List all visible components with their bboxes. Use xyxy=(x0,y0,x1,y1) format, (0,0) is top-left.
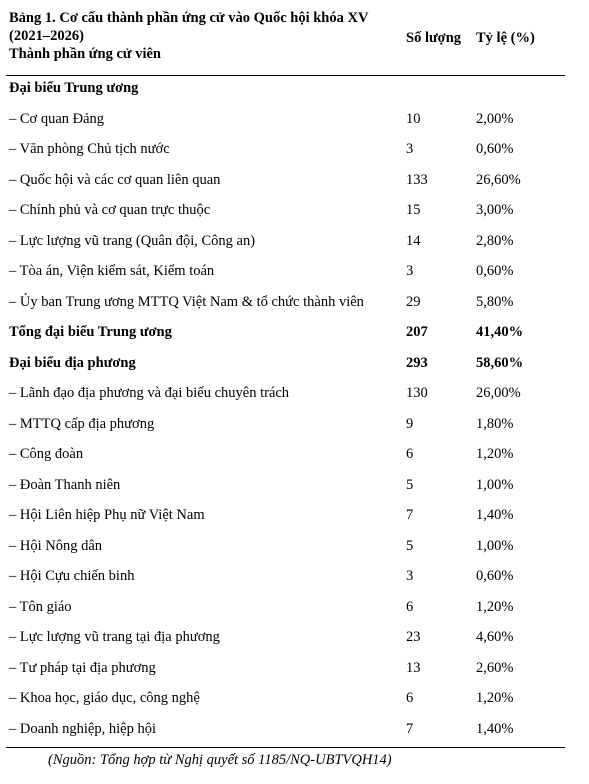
row-percent-value: 0,60% xyxy=(476,141,514,157)
table-row xyxy=(0,683,589,714)
row-percent-value: 41,40% xyxy=(476,324,524,340)
row-quantity-value: 13 xyxy=(406,659,421,676)
row-category-label: Tổng đại biểu Trung ương xyxy=(9,324,172,340)
table-row xyxy=(0,378,589,409)
row-category-label: – Cơ quan Đảng xyxy=(9,110,105,127)
row-percent-value: 2,60% xyxy=(476,659,514,676)
row-percent-value: 2,80% xyxy=(476,232,514,249)
row-quantity-value: 6 xyxy=(406,446,414,462)
table-row xyxy=(0,439,589,470)
row-quantity-value: 3 xyxy=(406,141,414,157)
row-percent-value: 58,60% xyxy=(476,354,524,371)
table-row xyxy=(0,256,589,287)
table-row xyxy=(0,73,589,104)
table-row xyxy=(0,714,589,745)
row-category-label: – Tư pháp tại địa phương xyxy=(9,659,156,676)
row-quantity-value: 14 xyxy=(406,232,421,249)
table-row xyxy=(0,134,589,165)
row-quantity-value: 9 xyxy=(406,415,414,432)
row-percent-value: 1,00% xyxy=(476,476,514,493)
row-percent-value: 2,00% xyxy=(476,110,514,127)
row-percent-value: 0,60% xyxy=(476,568,514,584)
table-row xyxy=(0,104,589,135)
row-category-label: Đại biểu Trung ương xyxy=(9,80,139,96)
row-percent-value: 26,00% xyxy=(476,385,521,401)
row-quantity-value: 293 xyxy=(406,354,428,371)
table-row xyxy=(0,653,589,684)
row-category-label: – Văn phòng Chủ tịch nước xyxy=(9,141,170,157)
row-quantity-value: 6 xyxy=(406,690,414,706)
column-header-category: Thành phần ứng cử viên xyxy=(9,46,161,62)
row-category-label: – Tòa án, Viện kiểm sát, Kiểm toán xyxy=(9,263,215,279)
table-row xyxy=(0,348,589,379)
row-quantity-value: 133 xyxy=(406,171,428,188)
row-category-label: – MTTQ cấp địa phương xyxy=(9,415,155,432)
row-quantity-value: 3 xyxy=(406,263,414,279)
row-quantity-value: 130 xyxy=(406,385,428,401)
table-row xyxy=(0,317,589,348)
row-category-label: – Hội Liên hiệp Phụ nữ Việt Nam xyxy=(9,507,205,523)
row-category-label: – Công đoàn xyxy=(9,446,84,462)
row-quantity-value: 5 xyxy=(406,476,414,493)
table-bottom-rule xyxy=(6,747,565,748)
table-body xyxy=(0,73,589,744)
table-title-line2: (2021–2026) xyxy=(9,28,84,44)
source-note: (Nguồn: Tổng hợp từ Nghị quyết số 1185/NQ-UBTVQH14) xyxy=(48,752,392,768)
row-percent-value: 1,00% xyxy=(476,537,514,554)
table-row xyxy=(0,561,589,592)
row-category-label: – Khoa học, giáo dục, công nghệ xyxy=(9,690,200,706)
row-percent-value: 1,80% xyxy=(476,415,514,432)
row-quantity-value: 10 xyxy=(406,110,421,127)
table-row xyxy=(0,195,589,226)
row-percent-value: 1,20% xyxy=(476,446,514,462)
column-header-quantity: Số lượng xyxy=(406,30,462,46)
row-category-label: Đại biểu địa phương xyxy=(9,354,136,371)
table-row xyxy=(0,592,589,623)
row-category-label: – Tôn giáo xyxy=(9,598,72,615)
row-percent-value: 1,40% xyxy=(476,507,514,523)
table-row xyxy=(0,500,589,531)
table-row xyxy=(0,622,589,653)
table-row xyxy=(0,531,589,562)
table-title xyxy=(9,9,404,63)
table-row xyxy=(0,287,589,318)
row-percent-value: 26,60% xyxy=(476,171,521,188)
row-quantity-value: 7 xyxy=(406,507,414,523)
table-row xyxy=(0,470,589,501)
row-percent-value: 0,60% xyxy=(476,263,514,279)
row-category-label: – Ủy ban Trung ương MTTQ Việt Nam & tổ chức thành viên xyxy=(9,293,364,310)
row-category-label: – Lực lượng vũ trang (Quân đội, Công an) xyxy=(9,232,256,249)
row-percent-value: 3,00% xyxy=(476,202,514,218)
row-quantity-value: 23 xyxy=(406,629,421,645)
row-quantity-value: 29 xyxy=(406,293,421,310)
row-category-label: – Hội Cựu chiến binh xyxy=(9,568,135,584)
row-quantity-value: 207 xyxy=(406,324,428,340)
row-category-label: – Doanh nghiệp, hiệp hội xyxy=(9,720,156,737)
row-percent-value: 1,20% xyxy=(476,598,514,615)
row-quantity-value: 3 xyxy=(406,568,414,584)
row-category-label: – Lực lượng vũ trang tại địa phương xyxy=(9,629,220,645)
table-row xyxy=(0,226,589,257)
row-quantity-value: 6 xyxy=(406,598,414,615)
table-header xyxy=(0,0,589,70)
row-category-label: – Lãnh đạo địa phương và đại biểu chuyên trách xyxy=(9,385,290,401)
row-category-label: – Quốc hội và các cơ quan liên quan xyxy=(9,171,221,188)
row-category-label: – Đoàn Thanh niên xyxy=(9,476,121,493)
row-quantity-value: 5 xyxy=(406,537,414,554)
table-title-line1: Bảng 1. Cơ cấu thành phần ứng cử vào Quốc hội khóa XV xyxy=(9,10,369,26)
row-percent-value: 5,80% xyxy=(476,293,514,310)
row-percent-value: 1,20% xyxy=(476,690,514,706)
row-quantity-value: 7 xyxy=(406,720,414,737)
column-header-percent: Tỷ lệ (%) xyxy=(476,30,535,46)
table-row xyxy=(0,165,589,196)
table-row xyxy=(0,409,589,440)
row-quantity-value: 15 xyxy=(406,202,421,218)
row-category-label: – Hội Nông dân xyxy=(9,537,103,554)
row-percent-value: 4,60% xyxy=(476,629,514,645)
row-category-label: – Chính phủ và cơ quan trực thuộc xyxy=(9,202,211,218)
row-percent-value: 1,40% xyxy=(476,720,514,737)
